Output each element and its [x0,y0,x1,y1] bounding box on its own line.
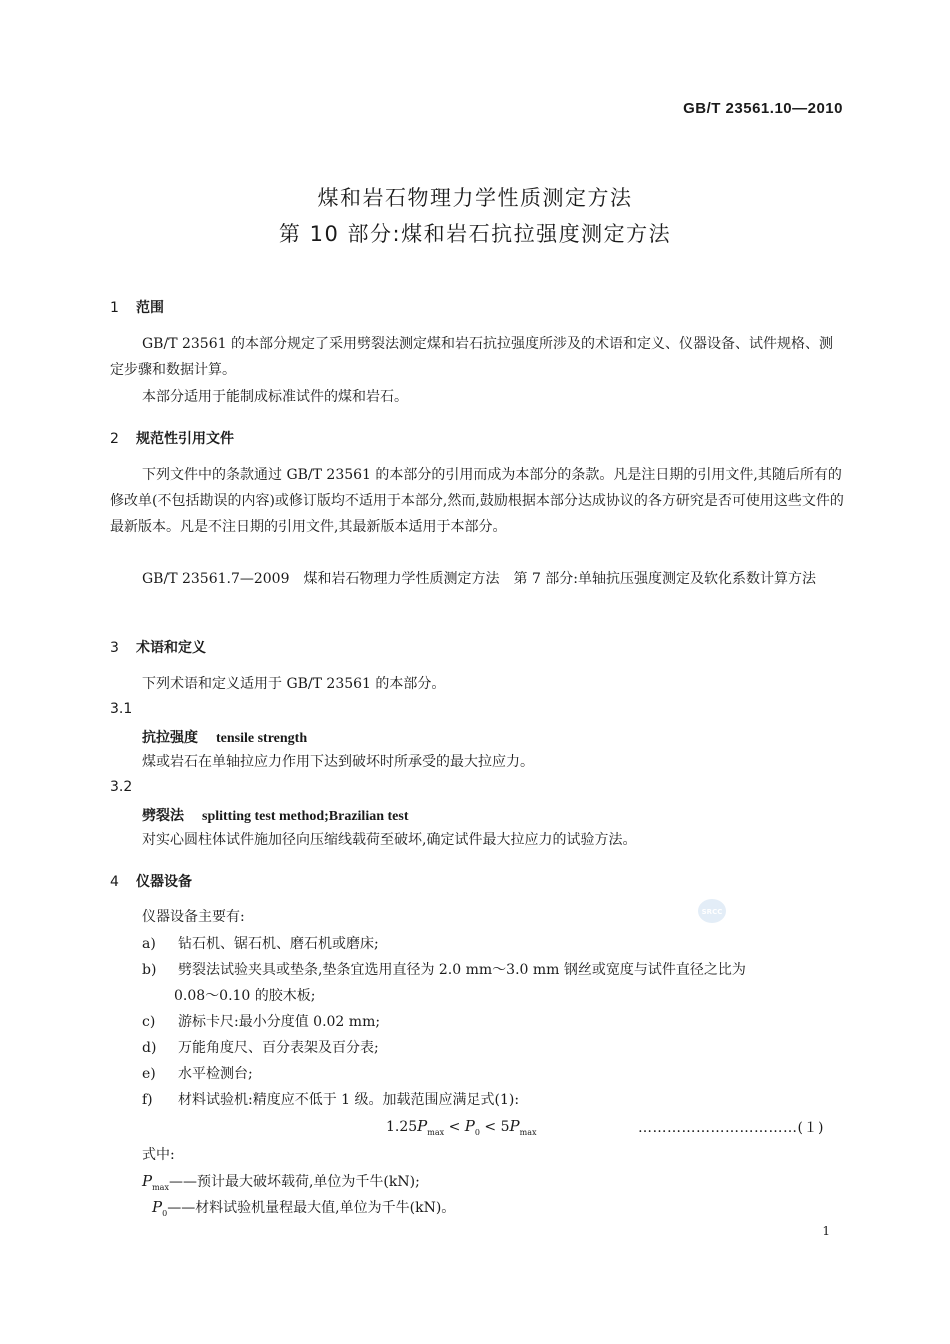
section-number: 1 [110,300,119,316]
formula-sub: max [427,1127,445,1137]
list-item [142,1061,253,1087]
list-text: 钻石机、锯石机、磨石机或磨床; [178,936,379,952]
formula-var: P [464,1117,475,1135]
standard-code: GB/T 23561.10—2010 [683,100,843,117]
formula-coef: 5 [500,1119,510,1135]
section-4-heading [110,871,192,891]
watermark-text: SRCC [701,908,723,916]
list-text: 游标卡尺:最小分度值 0.02 mm; [178,1014,381,1030]
variable-symbol: P [152,1198,163,1216]
term-name [142,727,307,747]
list-label: f) [142,1092,153,1108]
section-title: 规范性引用文件 [136,431,234,447]
term-name-zh: 劈裂法 [142,808,184,824]
list-item [142,1009,380,1035]
section-number: 4 [110,874,119,890]
section-title: 范围 [136,300,164,316]
variable-sub: 0 [162,1208,168,1218]
equation-number: ……………………………(１) [638,1120,824,1136]
term-name [142,805,408,825]
watermark-logo-icon [697,898,727,924]
term-definition: 煤或岩石在单轴拉应力作用下达到破坏时所承受的最大拉应力。 [142,754,534,770]
where-label: 式中: [142,1147,175,1163]
list-label: a) [142,936,156,952]
document-title-line1: 煤和岩石物理力学性质测定方法 [317,186,633,210]
section-number: 2 [110,431,119,447]
section-2-reference: GB/T 23561.7—2009 煤和岩石物理力学性质测定方法 第 7 部分:单轴抗压强度测定及软化系数计算方法 [142,571,817,587]
list-text: 劈裂法试验夹具或垫条,垫条宜选用直径为 2.0 mm～3.0 mm 钢丝或宽度与试件直径之比为 [178,962,746,978]
list-label: e) [142,1066,156,1082]
variable-definition [152,1194,455,1227]
section-4-intro: 仪器设备主要有: [142,909,245,925]
variable-sub: max [152,1182,169,1192]
formula-lt: < [448,1119,461,1135]
section-1-paragraph-1: GB/T 23561 的本部分规定了采用劈裂法测定煤和岩石抗拉强度所涉及的术语和定义、仪器设备、试件规格、测定步骤和数据计算。 [110,336,833,378]
term-name-en: tensile strength [216,731,308,746]
section-2-heading [110,428,234,448]
document-title-line2: 第 10 部分:煤和岩石抗拉强度测定方法 [278,222,672,246]
variable-desc: ——预计最大破坏载荷,单位为千牛(kN); [168,1174,420,1190]
formula-sub: 0 [474,1127,480,1137]
variable-desc: ——材料试验机量程最大值,单位为千牛(kN)。 [167,1200,456,1216]
list-item-continuation: 0.08～0.10 的胶木板; [174,988,316,1004]
formula-coef: 1.25 [386,1119,418,1135]
formula-lt: < [484,1119,497,1135]
section-1-paragraph-2: 本部分适用于能制成标准试件的煤和岩石。 [142,389,408,405]
section-title: 术语和定义 [136,640,206,656]
term-number: 3.1 [110,701,133,717]
list-text: 万能角度尺、百分表架及百分表; [178,1040,379,1056]
section-number: 3 [110,640,119,656]
variable-symbol: P [142,1172,153,1190]
term-definition: 对实心圆柱体试件施加径向压缩线载荷至破坏,确定试件最大拉应力的试验方法。 [142,832,637,848]
term-number: 3.2 [110,779,133,795]
list-text: 水平检测台; [178,1066,253,1082]
section-1-heading [110,297,164,317]
section-2-paragraph-1: 下列文件中的条款通过 GB/T 23561 的本部分的引用而成为本部分的条款。凡是注日期的引用文件,其随后所有的修改单(不包括勘误的内容)或修订版均不适用于本部分,然而,鼓励根据本部分达成协议的各方研究是否可使用这些文件的最新版本。凡是不注日期的引用文件,其最新版本适用于本部分。 [110,467,844,535]
list-label: b) [142,962,157,978]
page-number: 1 [822,1224,830,1238]
term-name-zh: 抗拉强度 [142,730,198,746]
formula-var: P [509,1117,520,1135]
list-label: d) [142,1040,157,1056]
list-item [142,957,746,983]
list-item [142,931,379,957]
section-3-heading [110,637,206,657]
list-item [142,1035,379,1061]
section-title: 仪器设备 [136,874,192,890]
formula-sub: max [519,1127,537,1137]
formula-var: P [417,1117,428,1135]
section-3-intro: 下列术语和定义适用于 GB/T 23561 的本部分。 [142,676,446,692]
list-item [142,1087,519,1113]
list-text: 材料试验机:精度应不低于 1 级。加载范围应满足式(1): [178,1092,520,1108]
formula-1 [386,1117,537,1137]
list-label: c) [142,1014,156,1030]
term-name-en: splitting test method;Brazilian test [202,809,409,824]
